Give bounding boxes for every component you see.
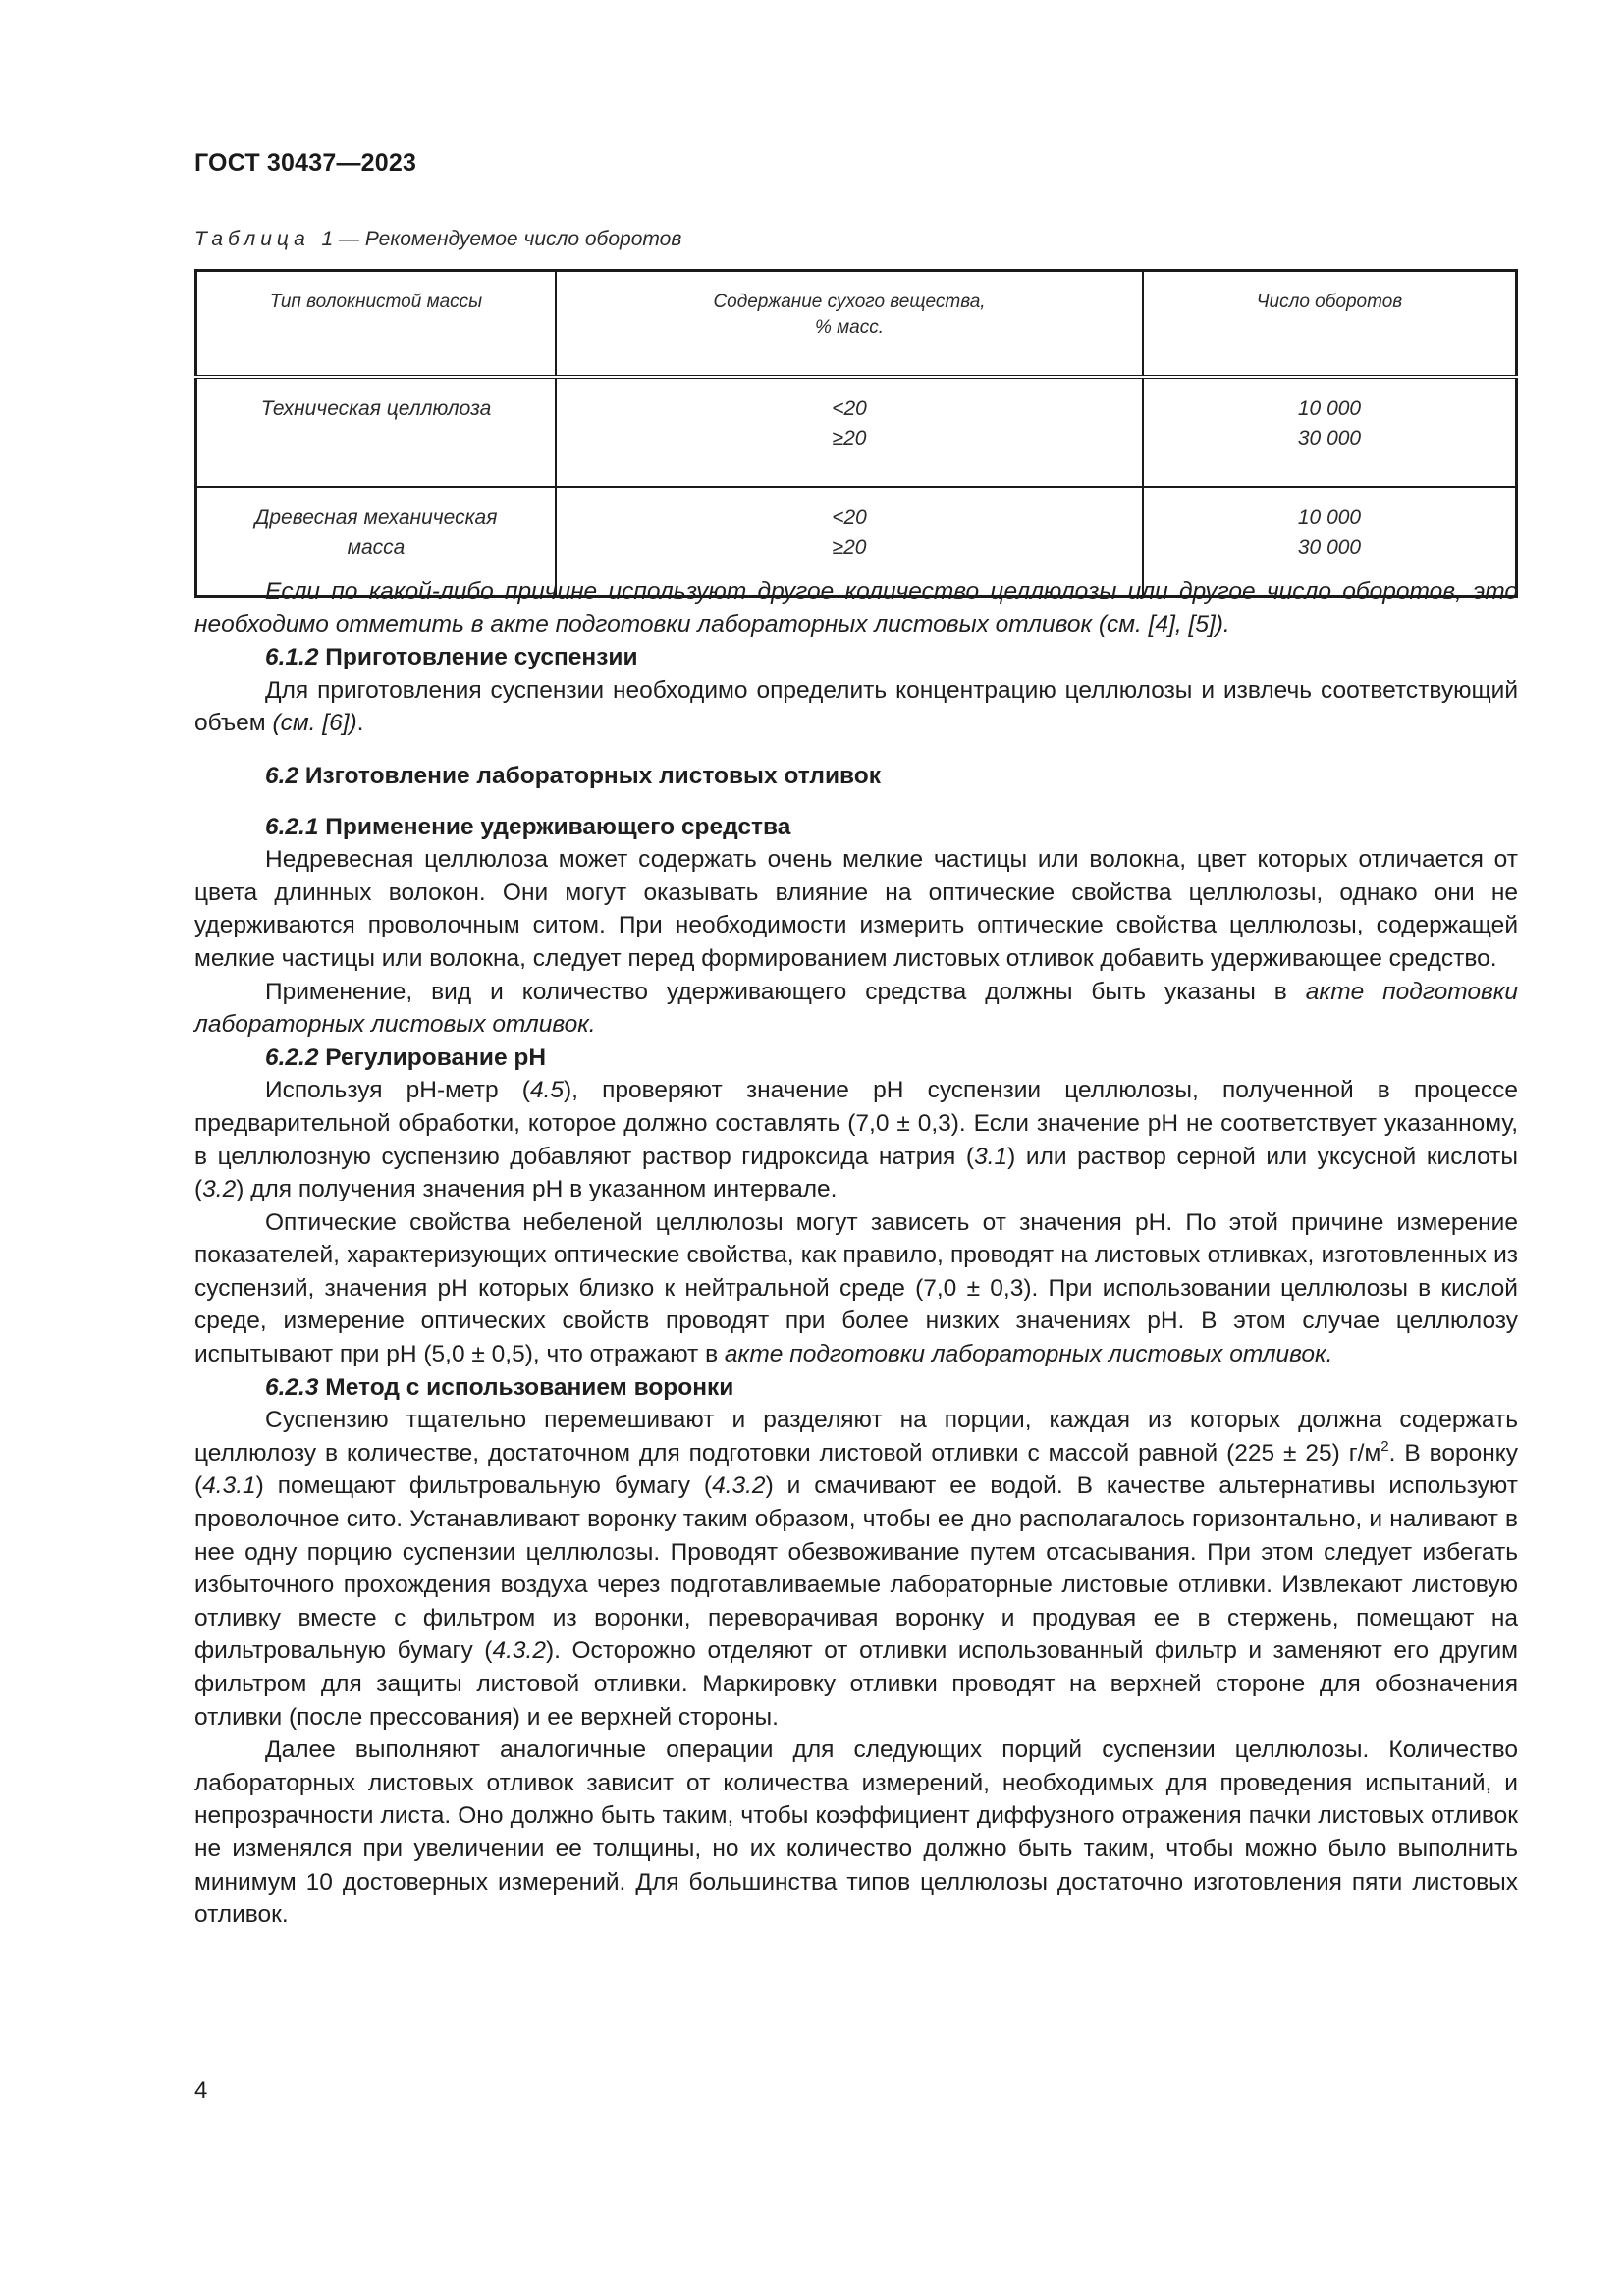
cell-text: 30 000 bbox=[1297, 536, 1362, 559]
reference: акте подготовки лабораторных листовых отливок. bbox=[194, 978, 1518, 1039]
text: ), проверяют значение pH суспензии целлюлозы, полученной в процессе предварительной обработки, которое должно составлять (7,0 ± 0,3). Если значение pH не соответствует указанному, в целлюлозную суспензию добавляют раствор гидроксида натрия ( bbox=[194, 1077, 1518, 1170]
cell-text: ≥20 bbox=[832, 536, 867, 559]
revolutions-table bbox=[194, 269, 1518, 598]
text: Применение, вид и количество удерживающего средства должны быть указаны в bbox=[265, 978, 1306, 1005]
paragraph-note: Если по какой-либо причине используют другое количество целлюлозы или другое число оборотов, это необходимо отметить в акте подготовки лабораторных листовых отливок (см. [4], [5]). bbox=[194, 578, 1518, 638]
cell-pulp-type bbox=[196, 377, 557, 487]
text: . В воронку ( bbox=[194, 1439, 1518, 1500]
section-number: 6.2.3 bbox=[265, 1373, 319, 1401]
paragraph bbox=[194, 674, 1518, 740]
paragraph: Далее выполняют аналогичные операции для следующих порций суспензии целлюлозы. Количество лабораторных листовых отливок зависит от количества измерений, необходимых для проведения испытаний, и непрозрачности листа. Оно должно быть таким, чтобы коэффициент диффузного отражения пачки листовых отливок не изменялся при увеличении ее толщины, но их количество должно быть таким, чтобы можно было выполнить минимум 10 достоверных измерений. Для большинства типов целлюлозы достаточно изготовления пяти листовых отливок. bbox=[194, 1736, 1518, 1929]
cell-text: 10 000 bbox=[1297, 507, 1362, 529]
cell-dry-content bbox=[556, 377, 1143, 487]
section-title: Изготовление лабораторных листовых отливок bbox=[298, 762, 882, 789]
cell-revolutions bbox=[1143, 377, 1517, 487]
section-title: Применение удерживающего средства bbox=[318, 813, 791, 840]
paragraph bbox=[194, 976, 1518, 1041]
text: Для приготовления суспензии необходимо определить концентрацию целлюлозы и извлечь соответствующий объем bbox=[194, 676, 1518, 737]
text: ) помещают фильтровальную бумагу ( bbox=[255, 1472, 713, 1500]
reference: 4.3.1 bbox=[202, 1472, 256, 1500]
heading-6-2-2 bbox=[194, 1041, 1518, 1075]
column-header-pulp-type: Тип волокнистой массы bbox=[196, 271, 557, 378]
paragraph: Недревесная целлюлоза может содержать очень мелкие частицы или волокна, цвет которых отличается от цвета длинных волокон. Они могут оказывать влияние на оптические свойства целлюлозы, однако они не удерживаются проволочным ситом. При необходимости измерить оптические свойства целлюлозы, содержащей мелкие частицы или волокна, следует перед формированием листовых отливок добавить удерживающее средство. bbox=[194, 846, 1518, 972]
text: Оптические свойства небеленой целлюлозы могут зависеть от значения pH. По этой причине измерение показателей, характеризующих оптические свойства, как правило, проводят на листовых отливках, изготовленных из суспензий, значения pH которых близко к нейтральной среде (7,0 ± 0,3). При использовании целлюлозы в кислой среде, измерение оптических свойств проводят при более низких значениях pH. В этом случае целлюлозу испытывают при pH (5,0 ± 0,5), что отражают в bbox=[194, 1208, 1518, 1368]
reference: 4.3.2 bbox=[712, 1472, 766, 1500]
section-title: Приготовление суспензии bbox=[318, 644, 638, 671]
cell-text: масса bbox=[347, 536, 406, 559]
text: . bbox=[356, 710, 364, 737]
section-number: 6.2.1 bbox=[265, 813, 319, 840]
cell-text: 30 000 bbox=[1297, 427, 1362, 450]
section-title: Метод с использованием воронки bbox=[318, 1373, 734, 1401]
section-number: 6.1.2 bbox=[265, 644, 319, 671]
document-id: ГОСТ 30437—2023 bbox=[194, 149, 417, 177]
heading-6-1-2 bbox=[194, 641, 1518, 674]
reference: 4.5 bbox=[529, 1077, 564, 1104]
text: ) или раствор серной или уксусной кислоты ( bbox=[194, 1143, 1518, 1203]
cell-text: <20 bbox=[832, 507, 867, 529]
heading-6-2-1 bbox=[194, 811, 1518, 844]
section-number: 6.2 bbox=[265, 762, 299, 789]
reference: акте подготовки лабораторных листовых отливок. bbox=[724, 1341, 1333, 1368]
paragraph bbox=[194, 1074, 1518, 1205]
cell-text: 10 000 bbox=[1297, 398, 1362, 420]
cell-text: Древесная механическая bbox=[254, 507, 498, 529]
table-caption-prefix: Таблица bbox=[194, 228, 310, 250]
text: Используя pH-метр ( bbox=[265, 1077, 530, 1104]
text: ) для получения значения pH в указанном интервале. bbox=[236, 1176, 838, 1203]
table-caption-title: 1 — Рекомендуемое число оборотов bbox=[321, 228, 682, 250]
paragraph bbox=[194, 1206, 1518, 1371]
table-header-row bbox=[196, 271, 1517, 378]
heading-6-2 bbox=[194, 760, 1518, 793]
reference: 3.2 bbox=[202, 1176, 237, 1203]
heading-6-2-3 bbox=[194, 1371, 1518, 1405]
column-header-dry-content bbox=[556, 271, 1143, 378]
reference: 4.3.2 bbox=[492, 1637, 546, 1665]
reference: (см. [6]) bbox=[272, 710, 357, 737]
cell-text: ≥20 bbox=[832, 427, 867, 450]
text: ). Осторожно отделяют от отливки использованный фильтр и заменяют его другим фильтром для защиты листовой отливки. Маркировку отливки проводят на верхней стороне для обозначения отливки (после прессования) и ее верхней стороны. bbox=[194, 1637, 1518, 1731]
section-title: Регулирование pH bbox=[318, 1043, 547, 1071]
page-number: 4 bbox=[194, 2077, 208, 2104]
text: Суспензию тщательно перемешивают и разделяют на порции, каждая из которых должна содержать целлюлозу в количестве, достаточном для подготовки листовой отливки с массой равной (225 ± 25) г/м bbox=[194, 1407, 1518, 1467]
superscript: 2 bbox=[1380, 1437, 1389, 1455]
column-header-revolutions: Число оборотов bbox=[1143, 271, 1517, 378]
section-number: 6.2.2 bbox=[265, 1043, 319, 1071]
column-header-dry-content-line2: % масс. bbox=[814, 317, 885, 338]
reference: 3.1 bbox=[974, 1143, 1008, 1170]
cell-text: Техническая целлюлоза bbox=[260, 398, 492, 420]
table-row bbox=[196, 377, 1517, 487]
cell-text: <20 bbox=[832, 398, 867, 420]
paragraph bbox=[194, 1404, 1518, 1734]
column-header-dry-content-line1: Содержание сухого вещества, bbox=[713, 292, 986, 312]
document-body bbox=[194, 575, 1518, 1932]
text: ) и смачивают ее водой. В качестве альтернативы используют проволочное сито. Устанавливают воронку таким образом, чтобы ее дно располагалось горизонтально, и наливают в нее одну порцию суспензии целлюлозы. Проводят обезвоживание путем отсасывания. При этом следует избегать избыточного прохождения воздуха через подготавливаемые лабораторные листовые отливки. Извлекают листовую отливку вместе с фильтром из воронки, переворачивая воронку и продувая ее в стержень, помещают на фильтровальную бумагу ( bbox=[194, 1472, 1518, 1665]
table-caption bbox=[194, 228, 681, 251]
